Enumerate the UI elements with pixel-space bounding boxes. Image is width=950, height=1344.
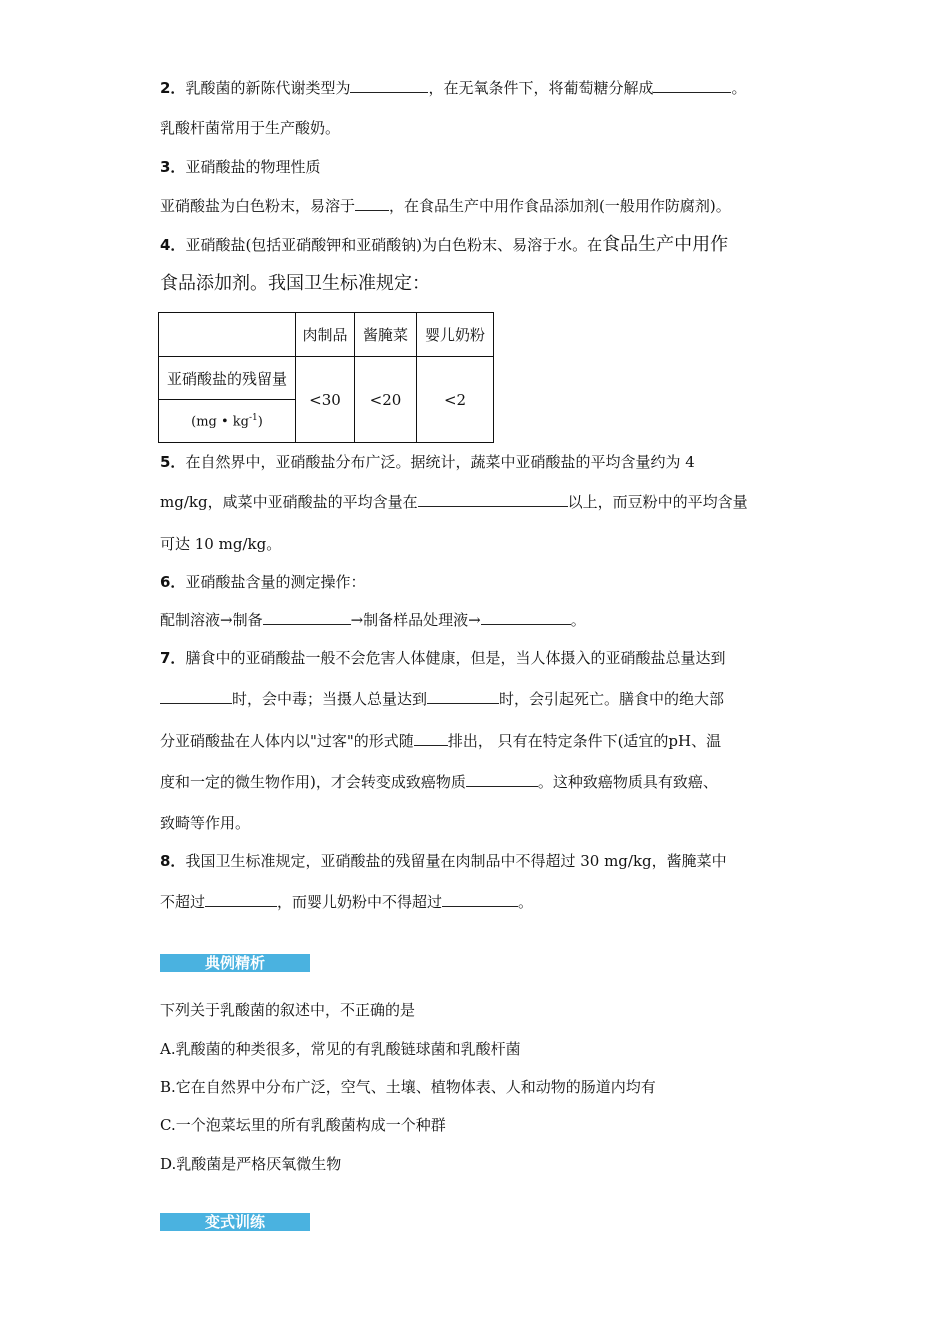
q7-text-a: 膳食中的亚硝酸盐一般不会危害人体健康，但是，当人体摄入的亚硝酸盐总量达到 xyxy=(185,649,726,667)
q7-blank-3[interactable] xyxy=(414,731,448,746)
q5-number: 5． xyxy=(160,453,186,471)
q6-blank-1[interactable] xyxy=(263,610,351,625)
q3-number: 3． xyxy=(160,158,186,176)
q6-title: 亚硝酸盐含量的测定操作： xyxy=(185,573,366,591)
unit-close: ) xyxy=(257,414,263,430)
q5-line3: 可达 10 mg/kg。 xyxy=(160,535,282,553)
q8-number: 8． xyxy=(160,852,186,870)
q8-blank-2[interactable] xyxy=(442,892,518,907)
table-header-infant-formula: 婴儿奶粉 xyxy=(417,313,494,357)
q4-text-b: 食品生产中用作 xyxy=(602,234,729,255)
q4-line1 xyxy=(160,233,728,257)
q5-blank[interactable] xyxy=(418,492,568,507)
example-option-b[interactable]: B.它在自然界中分布广泛，空气、土壤、植物体表、人和动物的肠道内均有 xyxy=(160,1078,656,1096)
q8-text-a: 我国卫生标准规定，亚硝酸盐的残留量在肉制品中不得超过 30 mg/kg，酱腌菜中 xyxy=(185,852,727,870)
table-row-label: 亚硝酸盐的残留量 xyxy=(159,357,296,400)
q4-text-a: 亚硝酸盐(包括亚硝酸钾和亚硝酸钠)为白色粉末、易溶于水。在 xyxy=(185,236,603,254)
q8-line2 xyxy=(160,892,533,912)
q6-text-b: →制备样品处理液→ xyxy=(350,611,481,629)
q2-blank-1[interactable] xyxy=(350,78,428,93)
q5-text-b: mg/kg，咸菜中亚硝酸盐的平均含量在 xyxy=(160,493,418,511)
q8-text-d: 。 xyxy=(518,893,534,911)
q6-title-line xyxy=(160,572,365,592)
example-option-c[interactable]: C.一个泡菜坛里的所有乳酸菌构成一个种群 xyxy=(160,1116,446,1134)
q8-line1 xyxy=(160,851,727,871)
q8-text-c: ，而婴儿奶粉中不得超过 xyxy=(277,893,443,911)
q5-line2 xyxy=(160,492,748,512)
table-header-meat: 肉制品 xyxy=(296,313,355,357)
q6-body-line xyxy=(160,610,586,630)
q2-line2: 乳酸杆菌常用于生产酸奶。 xyxy=(160,119,341,137)
example-option-a[interactable]: A.乳酸菌的种类很多，常见的有乳酸链球菌和乳酸杆菌 xyxy=(160,1040,521,1058)
q7-line2 xyxy=(160,689,724,709)
nitrite-standard-table xyxy=(158,312,494,443)
q5-text-c: 以上，而豆粉中的平均含量 xyxy=(567,493,748,511)
q6-text-a: 配制溶液→制备 xyxy=(160,611,263,629)
table-value-meat: <30 xyxy=(296,357,355,443)
q3-title-line xyxy=(160,157,320,177)
q6-number: 6． xyxy=(160,573,186,591)
q7-line1 xyxy=(160,648,725,668)
q7-text-d: 分亚硝酸盐在人体内以"过客"的形式随 xyxy=(160,732,414,750)
q3-blank[interactable] xyxy=(355,196,389,211)
q2-text-c: 。 xyxy=(731,79,747,97)
q4-number: 4． xyxy=(160,236,186,254)
q7-line3 xyxy=(160,731,721,751)
q3-body-line xyxy=(160,196,731,216)
q6-text-c: 。 xyxy=(570,611,586,629)
q3-text-a: 亚硝酸盐为白色粉末，易溶于 xyxy=(160,197,356,215)
q3-text-b: ，在食品生产中用作食品添加剂(一般用作防腐剂)。 xyxy=(389,197,731,215)
q7-blank-1[interactable] xyxy=(160,689,232,704)
table-header-row xyxy=(159,313,494,357)
q2-text-a: 乳酸菌的新陈代谢类型为 xyxy=(185,79,351,97)
q2-number: 2． xyxy=(160,79,186,97)
q5-line1 xyxy=(160,452,695,472)
q7-text-b: 时，会中毒；当摄人总量达到 xyxy=(232,690,428,708)
q8-text-b: 不超过 xyxy=(160,893,206,911)
table-value-infant-formula: <2 xyxy=(417,357,494,443)
q7-blank-4[interactable] xyxy=(466,772,538,787)
q7-text-f: 度和一定的微生物作用)，才会转变成致癌物质 xyxy=(160,773,466,791)
q2-text-b: ，在无氧条件下，将葡萄糖分解成 xyxy=(428,79,654,97)
q2-blank-2[interactable] xyxy=(653,78,731,93)
section-header-practice: 变式训练 xyxy=(160,1213,310,1231)
unit-text: (mg • kg xyxy=(191,414,249,430)
q5-text-a: 在自然界中，亚硝酸盐分布广泛。据统计，蔬菜中亚硝酸盐的平均含量约为 4 xyxy=(185,453,695,471)
example-option-d[interactable]: D.乳酸菌是严格厌氧微生物 xyxy=(160,1155,342,1173)
q7-blank-2[interactable] xyxy=(427,689,499,704)
section-header-examples: 典例精析 xyxy=(160,954,310,972)
table-value-pickles: <20 xyxy=(355,357,417,443)
table-header-empty xyxy=(159,313,296,357)
q8-blank-1[interactable] xyxy=(205,892,277,907)
q7-text-e: 排出， 只有在特定条件下(适宜的pH、温 xyxy=(447,732,722,750)
q6-blank-2[interactable] xyxy=(481,610,571,625)
q7-line4 xyxy=(160,772,718,792)
unit-superscript: -1 xyxy=(249,412,258,423)
q7-line5: 致畸等作用。 xyxy=(160,814,251,832)
example-stem: 下列关于乳酸菌的叙述中，不正确的是 xyxy=(160,1001,416,1019)
q2-line1 xyxy=(160,78,746,98)
table-unit xyxy=(159,400,296,443)
q7-number: 7． xyxy=(160,649,186,667)
q4-line2: 食品添加剂。我国卫生标准规定： xyxy=(160,273,430,294)
table-header-pickles: 酱腌菜 xyxy=(355,313,417,357)
q7-text-g: 。这种致癌物质具有致癌、 xyxy=(537,773,718,791)
q3-title: 亚硝酸盐的物理性质 xyxy=(185,158,321,176)
q7-text-c: 时，会引起死亡。膳食中的绝大部 xyxy=(499,690,725,708)
table-value-row xyxy=(159,357,494,400)
